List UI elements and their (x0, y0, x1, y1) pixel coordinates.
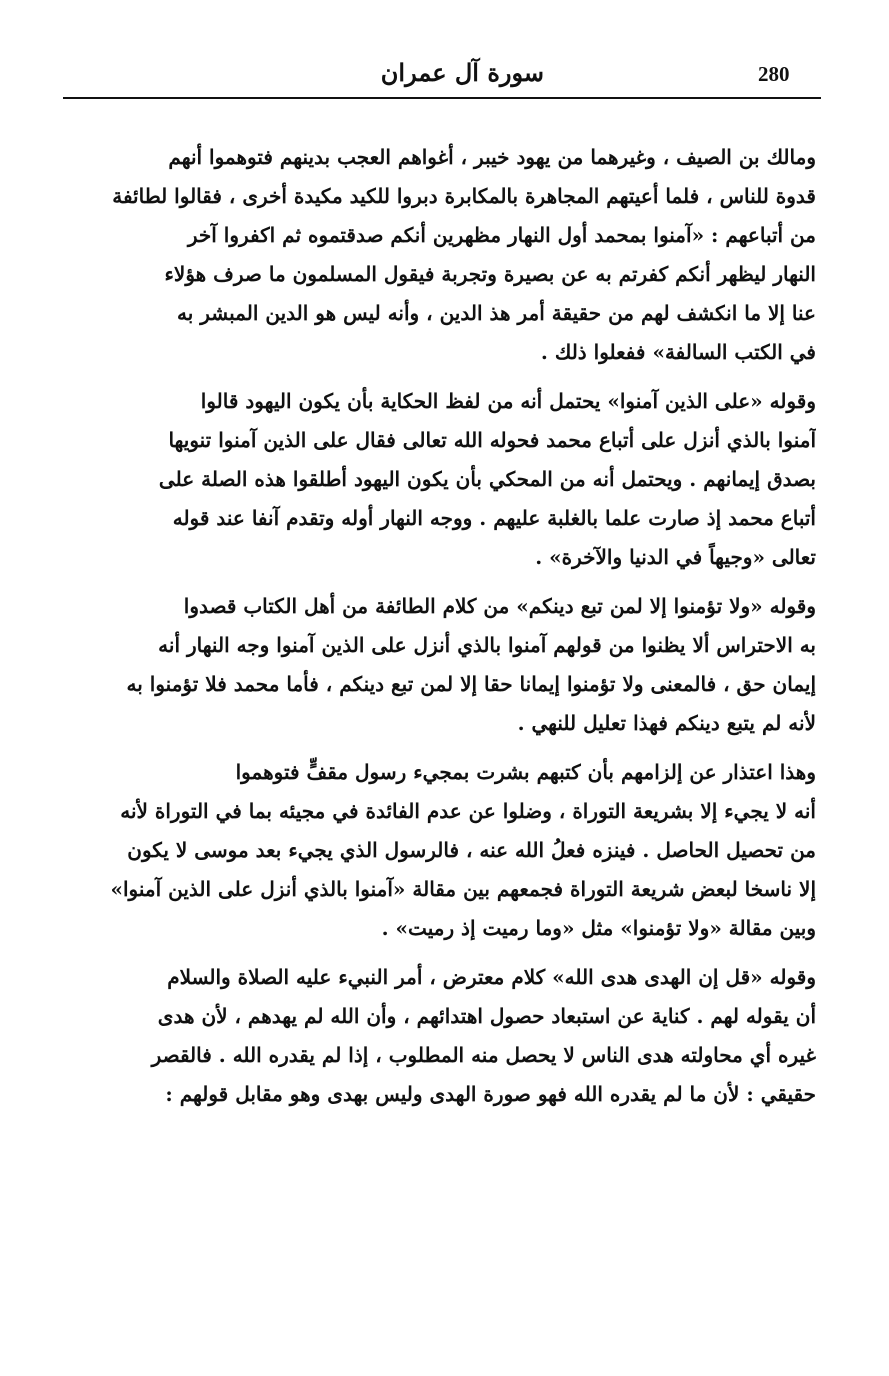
text-line: بصدق إيمانهم . ويحتمل أنه من المحكي بأن يكون اليهود أطلقوا هذه الصلة على (158, 467, 816, 491)
body-text (66, 138, 816, 1114)
text-line: في الكتب السالفة» ففعلوا ذلك . (540, 340, 816, 364)
text-line: إيمان حق ، فالمعنى ولا تؤمنوا إيمانا حقا إلا لمن تبع دينكم ، فأما محمد فلا تؤمنوا به (126, 672, 816, 696)
page-number: 280 (758, 62, 790, 86)
text-line: قدوة للناس ، فلما أعيتهم المجاهرة بالمكابرة دبروا للكيد مكيدة أخرى ، فقالوا لطائفة (112, 184, 816, 208)
text-line: أتباع محمد إذ صارت علما بالغلبة عليهم . ووجه النهار أوله وتقدم آنفا عند قوله (172, 506, 816, 530)
running-title: سورة آل عمران (380, 58, 544, 87)
text-line: به الاحتراس ألا يظنوا من قولهم آمنوا بالذي أنزل على الذين آمنوا وجه النهار أنه (158, 633, 816, 657)
text-line: إلا ناسخا لبعض شريعة التوراة فجمعهم بين مقالة «آمنوا بالذي أنزل على الذين آمنوا» (110, 877, 816, 901)
text-line: وقوله «قل إن الهدى هدى الله» كلام معترض ، أمر النبيء عليه الصلاة والسلام (167, 965, 816, 989)
text-line: لأنه لم يتبع دينكم فهذا تعليل للنهي . (517, 711, 816, 735)
text-line: أن يقوله لهم . كناية عن استبعاد حصول اهتدائهم ، وأن الله لم يهدهم ، لأن هدى (157, 1004, 816, 1028)
text-line: من أتباعهم : «آمنوا بمحمد أول النهار مظهرين أنكم صدقتموه ثم اكفروا آخر (187, 223, 816, 247)
text-line: ومالك بن الصيف ، وغيرهما من يهود خيبر ، أغواهم العجب بدينهم فتوهموا أنهم (168, 145, 816, 169)
text-line: حقيقي : لأن ما لم يقدره الله فهو صورة الهدى وليس بهدى وهو مقابل قولهم : (165, 1082, 816, 1106)
text-line: وقوله «ولا تؤمنوا إلا لمن تبع دينكم» من كلام الطائفة من أهل الكتاب قصدوا (183, 594, 816, 618)
paragraph (66, 587, 816, 743)
text-line: النهار ليظهر أنكم كفرتم به عن بصيرة وتجربة فيقول المسلمون ما صرف هؤلاء (164, 262, 816, 286)
text-line: أنه لا يجيء إلا بشريعة التوراة ، وضلوا عن عدم الفائدة في مجيئه بما في التوراة لأنه (120, 799, 816, 823)
paragraph (66, 382, 816, 577)
text-line: وقوله «على الذين آمنوا» يحتمل أنه من لفظ الحكاية بأن يكون اليهود قالوا (200, 389, 816, 413)
text-line: عنا إلا ما انكشف لهم من حقيقة أمر هذ الدين ، وأنه ليس هو الدين المبشر به (177, 301, 816, 325)
text-line: آمنوا بالذي أنزل على أتباع محمد فحوله الله تعالى فقال على الذين آمنوا تنويها (168, 428, 816, 452)
text-line: غيره أي محاولته هدى الناس لا يحصل منه المطلوب ، إذا لم يقدره الله . فالقصر (151, 1043, 816, 1067)
text-line: تعالى «وجيهاً في الدنيا والآخرة» . (535, 545, 816, 569)
paragraph (66, 138, 816, 372)
text-line: وهذا اعتذار عن إلزامهم بأن كتبهم بشرت بمجيء رسول مقفٍّ فتوهموا (235, 760, 816, 784)
header-rule (63, 97, 821, 99)
paragraph (66, 753, 816, 948)
paragraph (66, 958, 816, 1114)
text-line: وبين مقالة «ولا تؤمنوا» مثل «وما رميت إذ رميت» . (381, 916, 816, 940)
text-line: من تحصيل الحاصل . فينزه فعلُ الله عنه ، فالرسول الذي يجيء بعد موسى لا يكون (127, 838, 816, 862)
